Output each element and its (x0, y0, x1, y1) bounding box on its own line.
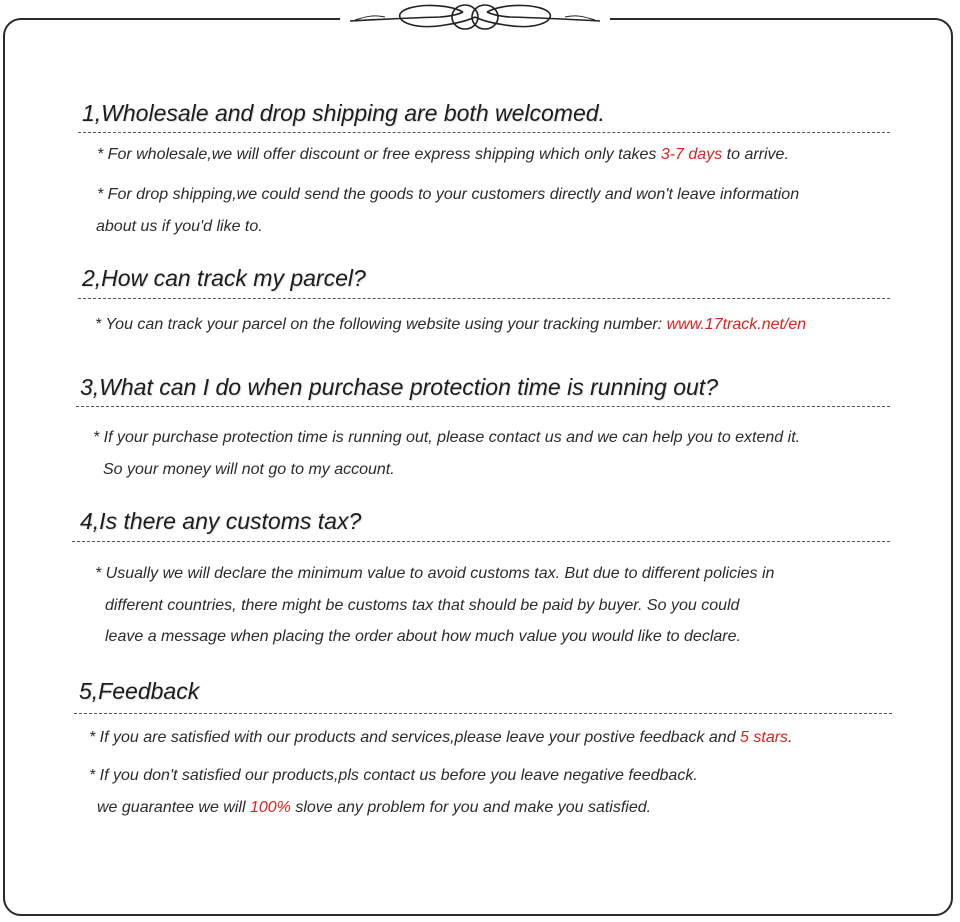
text: So your money will not go to my account. (103, 461, 395, 478)
section-5-line-1 (89, 729, 793, 747)
text: leave a message when placing the order about how much value you would like to declare. (105, 628, 741, 645)
text: * You can track your parcel on the following website using your tracking number: (95, 316, 667, 333)
highlight-text: 100% (249, 799, 291, 816)
section-1-heading: 1,Wholesale and drop shipping are both welcomed. (82, 100, 605, 126)
text: * If your purchase protection time is running out, please contact us and we can help you to extend it. (93, 429, 801, 446)
section-1-line-3 (96, 218, 263, 236)
text: * For drop shipping,we could send the goods to your customers directly and won't leave information (97, 186, 800, 203)
section-3-divider (76, 406, 890, 407)
section-4-line-2 (105, 597, 739, 615)
text: slove any problem for you and make you satisfied. (290, 799, 652, 816)
highlight-text: 3-7 days (660, 146, 723, 163)
text: we guarantee we will (97, 799, 250, 816)
section-3-line-2 (103, 461, 395, 479)
text: * If you don't satisfied our products,pls contact us before you leave negative feedback. (89, 767, 698, 784)
highlight-text: 5 stars (740, 729, 789, 746)
section-4-line-3 (105, 628, 741, 646)
text: about us if you'd like to. (96, 218, 263, 235)
section-4-line-1 (95, 565, 774, 583)
text: different countries, there might be customs tax that should be paid by buyer. So you could (105, 597, 740, 614)
section-5-line-3 (97, 799, 651, 817)
section-5-heading: 5,Feedback (79, 678, 200, 704)
text: to arrive. (722, 146, 789, 163)
section-2-line-1 (95, 316, 806, 334)
section-5-divider (74, 713, 892, 714)
text: * Usually we will declare the minimum value to avoid customs tax. But due to different policies in (95, 565, 775, 582)
section-4-heading: 4,Is there any customs tax? (80, 508, 362, 534)
section-2-divider (78, 298, 890, 299)
section-4-divider (72, 541, 890, 542)
section-5-line-2 (89, 767, 698, 785)
text: * For wholesale,we will offer discount or free express shipping which only takes (97, 146, 661, 163)
ornament-divider-icon (345, 0, 605, 36)
section-3-heading: 3,What can I do when purchase protection time is running out? (80, 374, 718, 400)
section-1-line-1 (97, 146, 789, 164)
section-2-heading: 2,How can track my parcel? (82, 265, 366, 291)
text: . (788, 729, 793, 746)
text: * If you are satisfied with our products and services,please leave your postive feedback and (89, 729, 741, 746)
section-1-divider (78, 132, 890, 133)
section-3-line-1 (93, 429, 800, 447)
tracking-link[interactable]: www.17track.net/en (666, 316, 807, 333)
section-1-line-2 (97, 186, 799, 204)
